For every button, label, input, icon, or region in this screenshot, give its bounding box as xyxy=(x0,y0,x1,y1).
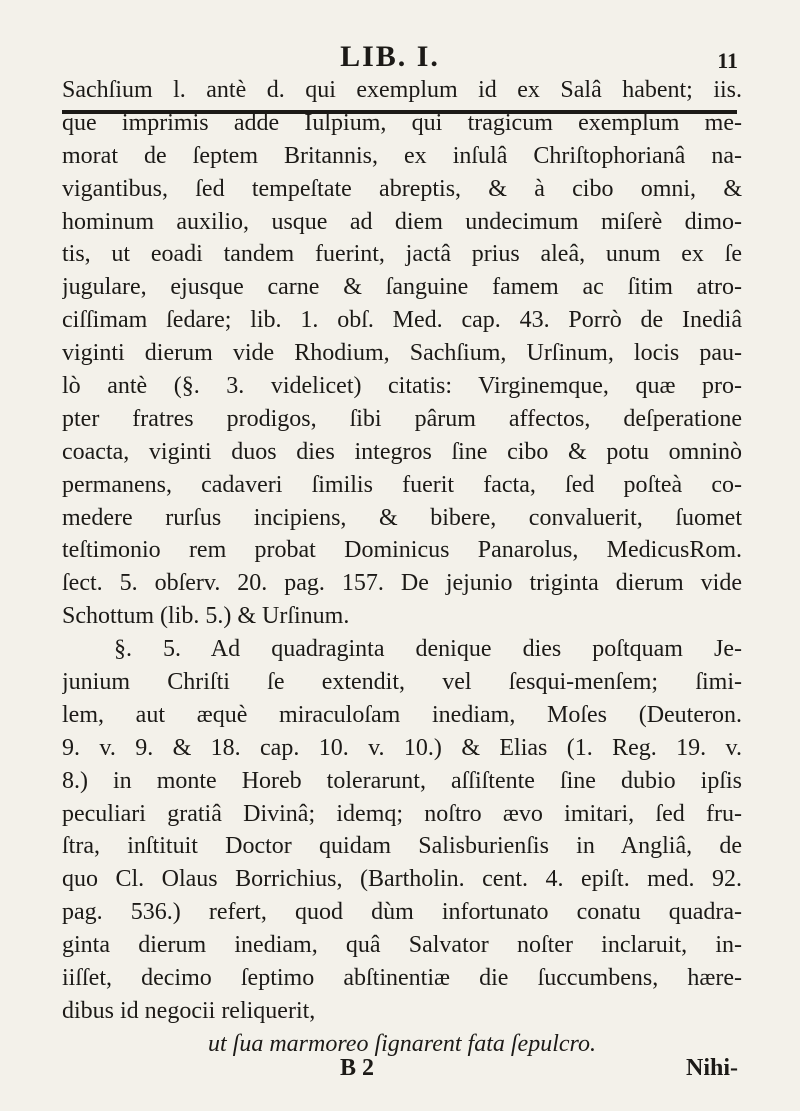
text-line: coacta, viginti duos dies integros ſine cibo & potu omninò xyxy=(62,438,742,465)
text-line: ſtra, inſtituit Doctor quidam Salisburienſis in Angliâ, de xyxy=(62,833,742,860)
text-line: Schottum (lib. 5.) & Urſinum. xyxy=(62,603,350,630)
text-line: pter fratres prodigos, ſibi pârum affectos, deſperatione xyxy=(62,405,742,432)
text-line: ſect. 5. obſerv. 20. pag. 157. De jejunio triginta dierum vide xyxy=(62,570,742,597)
text-line: viginti dierum vide Rhodium, Sachſium, Urſinum, locis pau- xyxy=(62,340,742,367)
page-footer xyxy=(0,1055,800,1091)
catchword: Nihi- xyxy=(685,1055,738,1081)
running-head: LIB. I. xyxy=(340,40,440,73)
text-line: vigantibus, ſed tempeſtate abreptis, & à cibo omni, & xyxy=(62,175,742,202)
signature-mark: B 2 xyxy=(340,1055,375,1081)
text-line: junium Chriſti ſe extendit, vel ſesqui-menſem; ſimi- xyxy=(62,669,742,696)
text-line: jugulare, ejusque carne & ſanguine famem ac ſitim atro- xyxy=(62,274,742,301)
text-line: que imprimis adde Iulpium, qui tragicum exemplum me- xyxy=(62,109,742,136)
text-line: tis, ut eoadi tandem fuerint, jactâ prius aleâ, unum ex ſe xyxy=(62,241,742,268)
text-line: dibus id negocii reliquerit, xyxy=(62,997,316,1024)
page-number: 11 xyxy=(717,48,738,73)
text-line: ciſſimam ſedare; lib. 1. obſ. Med. cap. 43. Porrò de Inediâ xyxy=(62,307,742,334)
text-line: hominum auxilio, usque ad diem undecimum miſerè dimo- xyxy=(62,208,742,235)
body-text xyxy=(62,74,742,1061)
text-line: ginta dierum inediam, quâ Salvator noſter inclaruit, in- xyxy=(62,932,742,959)
text-line: quo Cl. Olaus Borrichius, (Bartholin. cent. 4. epiſt. med. 92. xyxy=(62,866,742,893)
text-line: 8.) in monte Horeb tolerarunt, aſſiſtente ſine dubio ipſis xyxy=(62,767,742,794)
verse-quotation: ut ſua marmoreo ſignarent fata ſepulcro. xyxy=(208,1030,596,1057)
text-line: medere rurſus incipiens, & bibere, convaluerit, ſuomet xyxy=(62,504,742,531)
text-line: morat de ſeptem Britannis, ex inſulâ Chriſtophorianâ na- xyxy=(62,142,742,169)
text-line: lem, aut æquè miraculoſam inediam, Moſes (Deuteron. xyxy=(62,701,742,728)
text-line: lò antè (§. 3. videlicet) citatis: Virginemque, quæ pro- xyxy=(62,373,742,400)
text-line: Sachſium l. antè d. qui exemplum id ex Salâ habent; iis. xyxy=(62,77,742,103)
text-line: 9. v. 9. & 18. cap. 10. v. 10.) & Elias (1. Reg. 19. v. xyxy=(62,734,742,761)
text-line: iiſſet, decimo ſeptimo abſtinentiæ die ſuccumbens, hære- xyxy=(62,965,742,992)
paragraph-start-line: §. 5. Ad quadraginta denique dies poſtquam Je- xyxy=(114,636,742,663)
text-line: teſtimonio rem probat Dominicus Panarolus, MedicusRom. xyxy=(62,537,742,564)
text-line: pag. 536.) refert, quod dùm infortunato conatu quadra- xyxy=(62,899,742,926)
text-line: permanens, cadaveri ſimilis fuerit facta, ſed poſteà co- xyxy=(62,471,742,498)
text-line: peculiari gratiâ Divinâ; idemq; noſtro ævo imitari, ſed fru- xyxy=(62,800,742,827)
